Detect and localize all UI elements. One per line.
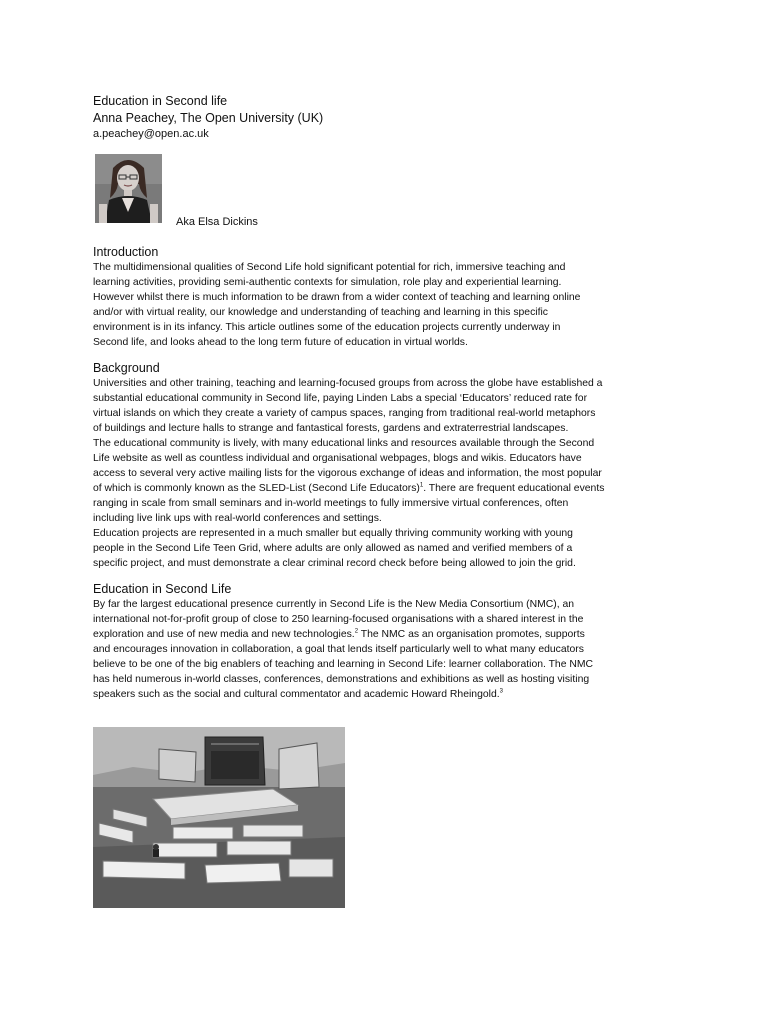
education-line: believe to be one of the big enablers of teaching and learning in Second Life: learner collaboration. The NMC xyxy=(93,659,594,670)
intro-line: However whilst there is much information to be drawn from a wider context of teaching and learning online xyxy=(93,292,581,303)
document-page xyxy=(93,93,683,712)
second-life-classroom-image xyxy=(93,727,345,908)
education-section xyxy=(93,581,683,702)
avatar-alias: Aka Elsa Dickins xyxy=(176,216,258,228)
avatar-photo xyxy=(95,154,162,223)
background-line: Universities and other training, teaching and learning-focused groups from across the globe have established a xyxy=(93,378,603,389)
background-heading: Background xyxy=(93,361,160,375)
nmc-text-after: The NMC as an organisation promotes, supports xyxy=(358,629,585,640)
sled-text-after: . There are frequent educational events xyxy=(423,483,605,494)
intro-line: environment is in its infancy. This article outlines some of the education projects currently underway in xyxy=(93,322,561,333)
background-section xyxy=(93,360,683,571)
background-line: access to several very active mailing lists for the vigorous exchange of ideas and information, the most popular xyxy=(93,468,602,479)
sled-text: of which is commonly known as the SLED-List (Second Life Educators) xyxy=(93,483,420,494)
author-email: a.peachey@open.ac.uk xyxy=(93,128,209,140)
intro-line: and/or with virtual reality, our knowledge and understanding of teaching and learning in this specific xyxy=(93,307,548,318)
background-line: Education projects are represented in a much smaller but equally thriving community working with young xyxy=(93,528,573,539)
footnote-marker: 1 xyxy=(419,482,424,489)
education-line-last xyxy=(93,687,683,702)
education-line: By far the largest educational presence currently in Second Life is the New Media Consortium (NMC), an xyxy=(93,599,575,610)
education-heading: Education in Second Life xyxy=(93,582,232,596)
introduction-heading: Introduction xyxy=(93,245,159,259)
last-text: speakers such as the social and cultural commentator and academic Howard Rheingold. xyxy=(93,689,500,700)
education-line-nmc xyxy=(93,627,683,642)
classroom-scene xyxy=(93,727,345,908)
background-line: virtual islands on which they create a variety of campus spaces, ranging from traditional real-world metaphors xyxy=(93,408,596,419)
intro-line: learning activities, providing semi-authentic contexts for simulation, role play and experiential learning. xyxy=(93,277,562,288)
avatar-image xyxy=(95,154,162,223)
education-line: has held numerous in-world classes, conferences, demonstrations and exhibitions as well as hosting visiting xyxy=(93,674,590,685)
background-line: The educational community is lively, with many educational links and resources available through the Second xyxy=(93,438,595,449)
document-title: Education in Second life xyxy=(93,94,228,108)
education-line: international not-for-profit group of close to 250 learning-focused organisations with a shared interest in the xyxy=(93,614,584,625)
background-line: Life website as well as countless individual and organisational webpages, blogs and wikis. Educators have xyxy=(93,453,582,464)
background-line: ranging in scale from small seminars and in-world meetings to fully immersive virtual conferences, often xyxy=(93,498,569,509)
background-line: people in the Second Life Teen Grid, where adults are only allowed as named and verified members of a xyxy=(93,543,573,554)
background-line-sled xyxy=(93,481,683,496)
intro-line: The multidimensional qualities of Second Life hold significant potential for rich, immersive teaching and xyxy=(93,262,566,273)
background-line: specific project, and must demonstrate a clear criminal record check before being allowed to join the grid. xyxy=(93,558,576,569)
footnote-marker: 3 xyxy=(499,688,503,695)
background-line: including live link ups with real-world conferences and settings. xyxy=(93,513,382,524)
author-line: Anna Peachey, The Open University (UK) xyxy=(93,111,324,125)
footnote-marker: 2 xyxy=(354,628,359,635)
introduction-section xyxy=(93,244,683,350)
nmc-text: exploration and use of new media and new technologies. xyxy=(93,629,355,640)
education-line: and encourages innovation in collaboration, a goal that lends itself particularly well to what many educators xyxy=(93,644,584,655)
background-line: of buildings and lecture halls to strange and fantastical forests, gardens and extraterrestrial landscapes. xyxy=(93,423,569,434)
background-line: substantial educational community in Second life, paying Linden Labs a special ‘Educators’ reduced rate for xyxy=(93,393,588,404)
intro-line: Second life, and looks ahead to the long term future of education in virtual worlds. xyxy=(93,337,468,348)
